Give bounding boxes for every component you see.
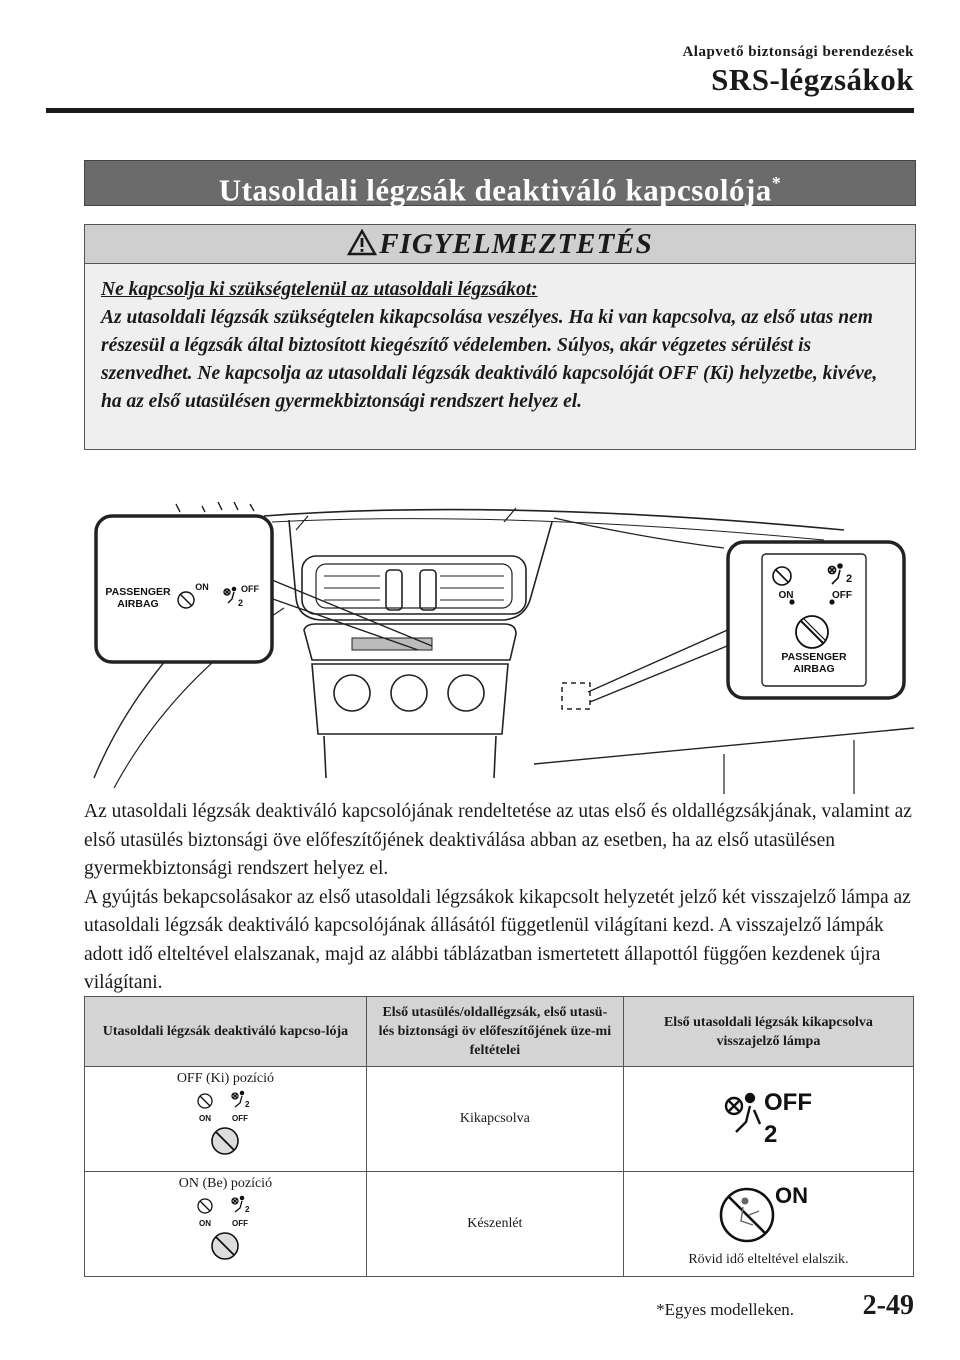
page-number: 2-49 — [862, 1290, 914, 1321]
header-chapter: Alapvető biztonsági berendezések — [682, 44, 914, 60]
table-row — [85, 1172, 914, 1277]
warning-heading — [85, 225, 915, 264]
switch-off-label: OFF — [232, 1219, 249, 1228]
lamp-num: 2 — [764, 1120, 778, 1148]
table-cell-condition: Kikapcsolva — [366, 1067, 623, 1172]
table-header-cell: Utasoldali légzsák deaktiváló kapcso-lója — [85, 997, 367, 1067]
switch-off-position-icon — [185, 1087, 265, 1157]
warning-box — [84, 224, 916, 450]
position-label: OFF (Ki) pozíció — [176, 1071, 275, 1086]
warning-text — [85, 264, 915, 416]
left-callout-label-line1: PASSENGER — [105, 586, 171, 598]
left-callout-num: 2 — [238, 598, 244, 608]
position-label: ON (Be) pozíció — [178, 1176, 273, 1191]
table-cell-position — [85, 1172, 367, 1277]
section-title-bar — [84, 160, 916, 206]
dashboard-illustration — [84, 478, 916, 794]
right-callout-off: OFF — [832, 590, 852, 601]
section-marker: * — [771, 173, 782, 193]
left-callout-off: OFF — [241, 584, 259, 594]
switch-off-label: OFF — [232, 1114, 249, 1123]
table-header-cell: Első utasülés/oldallégzsák, első utasü-lés biztonsági öv előfeszítőjének üze-mi feltételei — [366, 997, 623, 1067]
right-callout-num: 2 — [846, 573, 853, 585]
body-paragraph-1: Az utasoldali légzsák deaktiváló kapcsolójának rendeltetése az utas első és oldallégzsákjának, valamint az első utasülés biztonsági öve előfeszítőjének deaktiválása abban az esetben, ha az első utasülésen gyermekbiztonsági rendszert helyez el. — [84, 801, 912, 879]
warning-body: Az utasoldali légzsák szükségtelen kikapcsolása veszélyes. Ha ki van kapcsolva, az első utas nem részesül a légzsák által biztosított kiegészítő védelemben. Súlyos, akár végzetes sérülést is szenvedhet. Ne kapcsolja az utasoldali légzsák deaktiváló kapcsolóját OFF (Ki) helyzetbe, kivéve, ha az első utasülésen gyermekbiztonsági rendszert helyez el. — [101, 307, 878, 412]
warning-heading-text: FIGYELMEZTETÉS — [379, 228, 653, 260]
warning-lead: Ne kapcsolja ki szükségtelenül az utasoldali légzsákot: — [101, 279, 538, 300]
left-callout-label-line2: AIRBAG — [117, 598, 159, 610]
table-row — [85, 1067, 914, 1172]
lamp-label: OFF — [764, 1088, 813, 1116]
switch-on-label: ON — [199, 1114, 212, 1123]
warning-triangle-icon — [347, 229, 377, 256]
table-cell-lamp — [623, 1067, 913, 1172]
dashboard-figure — [84, 478, 916, 794]
body-text — [84, 798, 914, 998]
switch-num: 2 — [245, 1100, 250, 1109]
footnote: *Egyes modelleken. — [656, 1300, 794, 1319]
lamp-note: Rövid idő elteltével elalszik. — [688, 1251, 849, 1267]
table-header-row — [85, 997, 914, 1067]
right-callout-on: ON — [778, 590, 794, 601]
airbag-on-indicator-icon — [713, 1181, 823, 1245]
table-header-cell: Első utasoldali légzsák kikapcsolva visszajelző lámpa — [623, 997, 913, 1067]
switch-num: 2 — [245, 1205, 250, 1214]
header-rule — [46, 108, 914, 113]
switch-on-position-icon — [185, 1192, 265, 1262]
status-table — [84, 996, 914, 1277]
switch-on-label: ON — [199, 1219, 212, 1228]
table-cell-condition: Készenlét — [366, 1172, 623, 1277]
left-callout-on: ON — [195, 582, 209, 592]
table-cell-lamp — [623, 1172, 913, 1277]
table-cell-position — [85, 1067, 367, 1172]
lamp-label: ON — [775, 1182, 809, 1208]
section-title: Utasoldali légzsák deaktiváló kapcsolója — [218, 172, 772, 208]
airbag-off-indicator-icon — [708, 1084, 828, 1150]
right-callout-label-line2: AIRBAG — [793, 663, 835, 675]
right-callout-label-line1: PASSENGER — [781, 651, 847, 663]
body-paragraph-2: A gyújtás bekapcsolásakor az első utasoldali légzsákok kikapcsolt helyzetét jelző két visszajelző lámpa az utasoldali légzsák deaktiváló kapcsolójának állásától függetlenül világítani kezd. A visszajelző lámpák adott idő elteltével elalszanak, majd az alábbi táblázatban ismertetett állapottól függően kezdenek újra világítani. — [84, 886, 911, 993]
header-title: SRS-légzsákok — [711, 62, 914, 97]
